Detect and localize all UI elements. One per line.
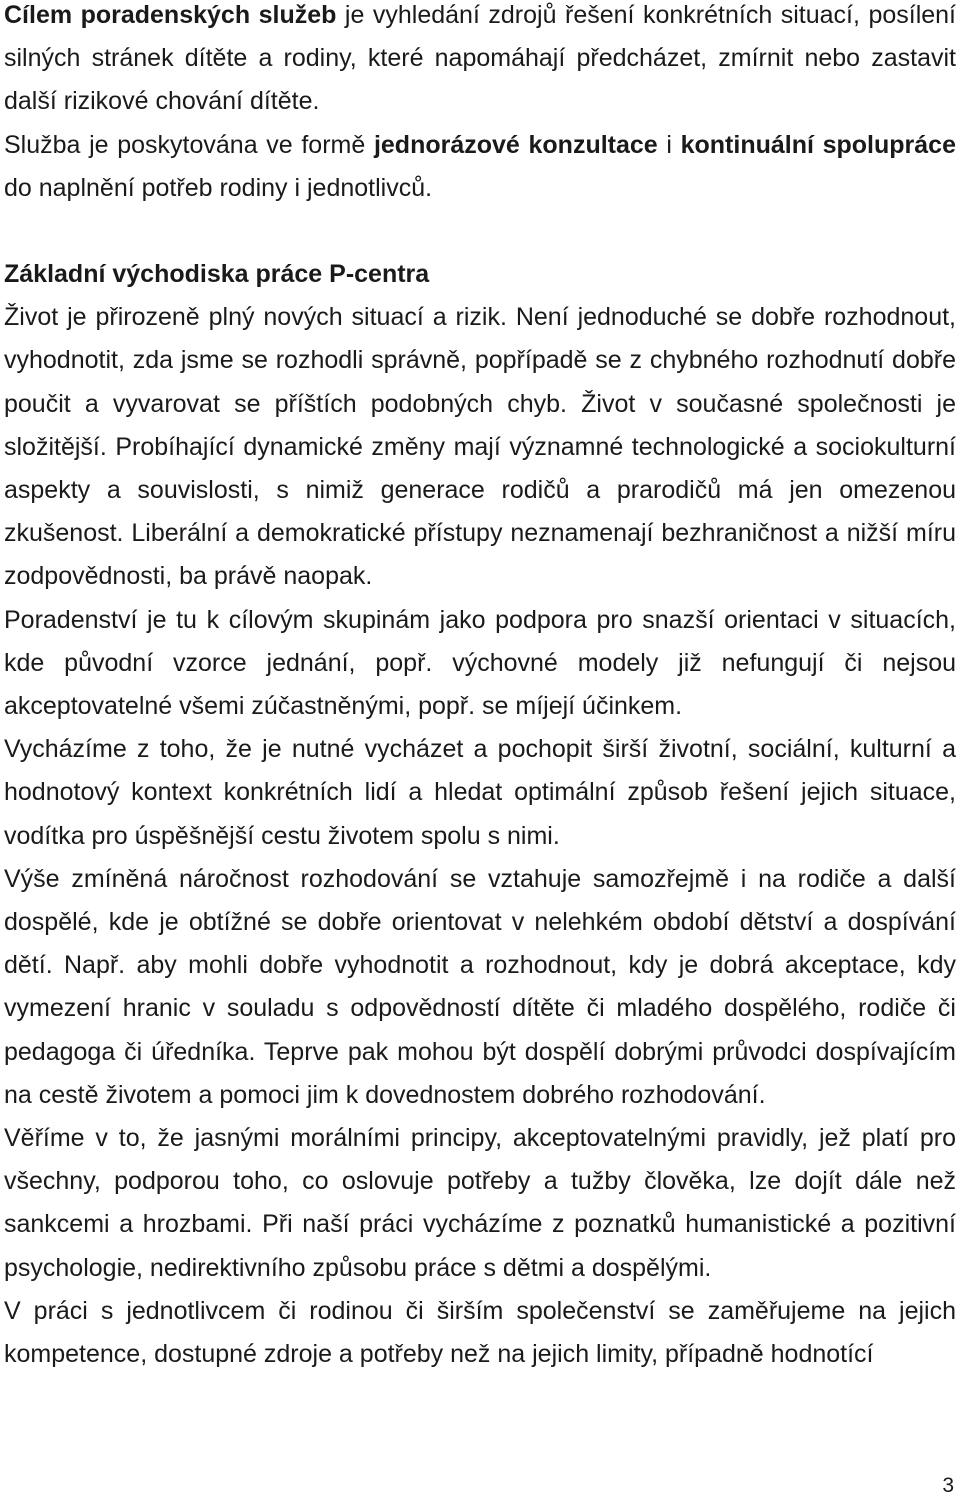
goal-bold-phrase: Cílem poradenských služeb <box>4 1 337 29</box>
service-bold-oneoff: jednorázové konzultace <box>373 130 658 159</box>
intro-paragraph-goal <box>4 0 956 124</box>
section-paragraph: Život je přirozeně plný nových situací a rizik. Není jednoduché se dobře rozhodnout, vyhodnotit, zda jsme se rozhodli správně, popřípadě se z chybného rozhodnutí dobře poučit a vyvarovat se příštích podobných chyb. Život v současné společnosti je složitější. Probíhající dynamické změny mají významné technologické a sociokulturní aspekty a souvislosti, s nimiž generace rodičů a prarodičů má jen omezenou zkušenost. Liberální a demokratické přístupy neznamenají bezhraničnost a nižší míru zodpovědnosti, ba právě naopak. <box>4 303 956 591</box>
service-text-2: i <box>657 130 681 159</box>
service-text-3: do naplnění potřeb rodiny i jednotlivců. <box>4 173 433 202</box>
goal-text: je vyhledání zdrojů řešení konkrétních situací, posílení silných stránek dítěte a rodiny, které napomáhají předcházet, zmírnit nebo zastavit další rizikové chování dítěte. <box>4 1 956 116</box>
section-paragraph: Poradenství je tu k cílovým skupinám jako podpora pro snazší orientaci v situacích, kde původní vzorce jednání, popř. výchovné modely již nefungují či nejsou akceptovatelné všemi zúčastněnými, popř. se míjejí účinkem. <box>4 605 956 721</box>
intro-paragraph-service-form <box>4 124 956 210</box>
section-paragraph: Věříme v to, že jasnými morálními principy, akceptovatelnými pravidly, jež platí pro všechny, podporou toho, co oslovuje potřeby a tužby člověka, lze dojít dále než sankcemi a hrozbami. Při naší práci vycházíme z poznatků humanistické a pozitivní psychologie, nedirektivního způsobu práce s dětmi a dospělými. <box>4 1124 956 1282</box>
section-paragraph: Výše zmíněná náročnost rozhodování se vztahuje samozřejmě i na rodiče a další dospělé, kde je obtížné se dobře orientovat v nelehkém období dětství a dospívání dětí. Např. aby mohli dobře vyhodnotit a rozhodnout, kdy je dobrá akceptace, kdy vymezení hranic v souladu s odpovědností dítěte či mladého dospělého, rodiče či pedagoga či úředníka. Teprve pak mohou být dospělí dobrými průvodci dospívajícím na cestě životem a pomoci jim k dovednostem dobrého rozhodování. <box>4 864 956 1109</box>
page-number: 3 <box>942 1474 954 1497</box>
service-text-1: Služba je poskytována ve formě <box>4 130 374 159</box>
section-paragraph: Vycházíme z toho, že je nutné vycházet a pochopit širší životní, sociální, kulturní a hodnotový kontext konkrétních lidí a hledat optimální způsob řešení jejich situace, vodítka pro úspěšnější cestu životem spolu s nimi. <box>4 735 956 850</box>
section-paragraph: V práci s jednotlivcem či rodinou či širším společenství se zaměřujeme na jejich kompetence, dostupné zdroje a potřeby než na jejich limity, případně hodnotící <box>4 1296 956 1369</box>
service-bold-continuous: kontinuální spolupráce <box>680 130 956 159</box>
document-page <box>4 0 956 1376</box>
section-heading: Základní východiska práce P-centra <box>4 260 430 289</box>
